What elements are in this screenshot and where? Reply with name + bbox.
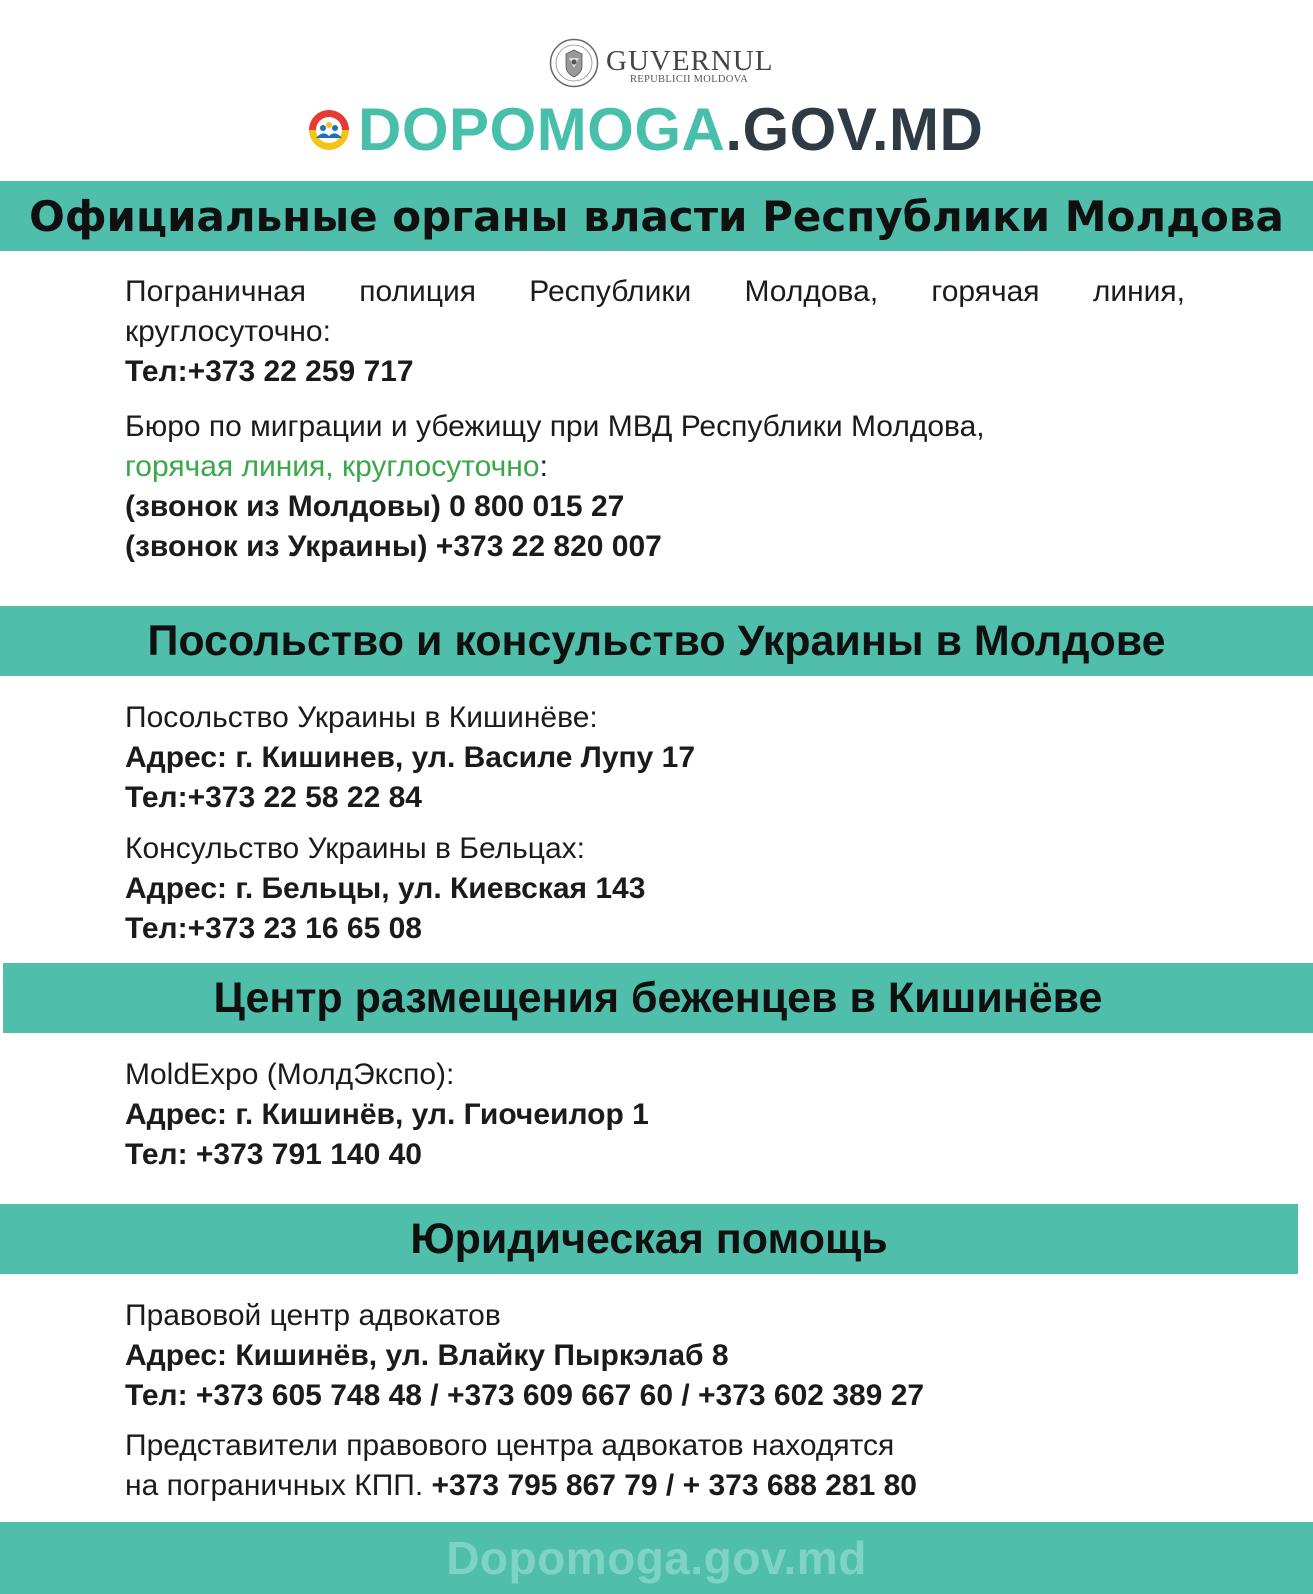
consulate-address: Адрес: г. Бельцы, ул. Киевская 143 bbox=[125, 872, 646, 905]
section-title: Официальные органы власти Республики Молдова bbox=[29, 191, 1284, 241]
footer-banner bbox=[0, 1522, 1313, 1594]
legal-note-line1: Представители правового центра адвокатов находятся bbox=[125, 1429, 895, 1462]
migration-phone-moldova: (звонок из Молдовы) 0 800 015 27 bbox=[125, 490, 625, 523]
legal-note-text: на пограничных КПП. bbox=[125, 1469, 432, 1502]
section-title: Юридическая помощь bbox=[410, 1214, 888, 1263]
migration-hotline-line bbox=[125, 452, 548, 482]
word: Пограничная bbox=[125, 275, 307, 308]
site-title-part2: .GOV.MD bbox=[725, 96, 984, 163]
word: горячая bbox=[931, 275, 1040, 308]
section-banner-embassy bbox=[0, 606, 1313, 676]
dopomoga-logo-icon bbox=[307, 108, 351, 152]
migration-bureau-name: Бюро по миграции и убежищу при МВД Республики Молдова, bbox=[125, 410, 985, 443]
word: Молдова, bbox=[744, 275, 879, 308]
legal-note-line2 bbox=[125, 1471, 917, 1501]
government-seal-icon bbox=[549, 38, 599, 88]
legal-center-phones: Тел: +373 605 748 48 / +373 609 667 60 / +373 602 389 27 bbox=[125, 1379, 925, 1412]
word: полиция bbox=[359, 275, 476, 308]
word: линия, bbox=[1092, 275, 1185, 308]
legal-center-address: Адрес: Кишинёв, ул. Влайку Пыркэлаб 8 bbox=[125, 1339, 729, 1372]
consulate-phone: Тел:+373 23 16 65 08 bbox=[125, 912, 422, 945]
border-police-phone: Тел:+373 22 259 717 bbox=[125, 355, 414, 388]
legal-center-name: Правовой центр адвокатов bbox=[125, 1299, 501, 1332]
center-name: MoldExpo (МолдЭкспо): bbox=[125, 1058, 455, 1091]
center-phone: Тел: +373 791 140 40 bbox=[125, 1138, 422, 1171]
consulate-name: Консульство Украины в Бельцах: bbox=[125, 832, 585, 865]
section-title: Центр размещения беженцев в Кишинёве bbox=[213, 973, 1103, 1022]
embassy-name: Посольство Украины в Кишинёве: bbox=[125, 701, 598, 734]
section-title: Посольство и консульство Украины в Молдове bbox=[147, 616, 1166, 665]
site-title-part1: DOPOMOGA bbox=[358, 96, 726, 163]
border-police-line1 bbox=[125, 277, 1185, 307]
center-address: Адрес: г. Кишинёв, ул. Гиочеилор 1 bbox=[125, 1098, 649, 1131]
border-police-line2: круглосуточно: bbox=[125, 315, 331, 348]
embassy-address: Адрес: г. Кишинев, ул. Василе Лупу 17 bbox=[125, 741, 696, 774]
government-name: GUVERNUL bbox=[606, 45, 774, 77]
hotline-colon: : bbox=[539, 450, 548, 483]
word: Республики bbox=[529, 275, 692, 308]
embassy-phone: Тел:+373 22 58 22 84 bbox=[125, 781, 422, 814]
section-banner-legal-aid bbox=[0, 1204, 1298, 1274]
hotline-label: горячая линия, круглосуточно bbox=[125, 450, 540, 483]
section-banner-authorities bbox=[0, 181, 1313, 251]
legal-note-phones: +373 795 867 79 / + 373 688 281 80 bbox=[431, 1469, 917, 1502]
site-title bbox=[358, 96, 984, 163]
government-subtitle: REPUBLICII MOLDOVA bbox=[630, 74, 749, 85]
section-banner-refugee-center bbox=[3, 963, 1313, 1033]
migration-phone-ukraine: (звонок из Украины) +373 22 820 007 bbox=[125, 530, 662, 563]
footer-site-link[interactable]: Dopomoga.gov.md bbox=[446, 1532, 867, 1584]
